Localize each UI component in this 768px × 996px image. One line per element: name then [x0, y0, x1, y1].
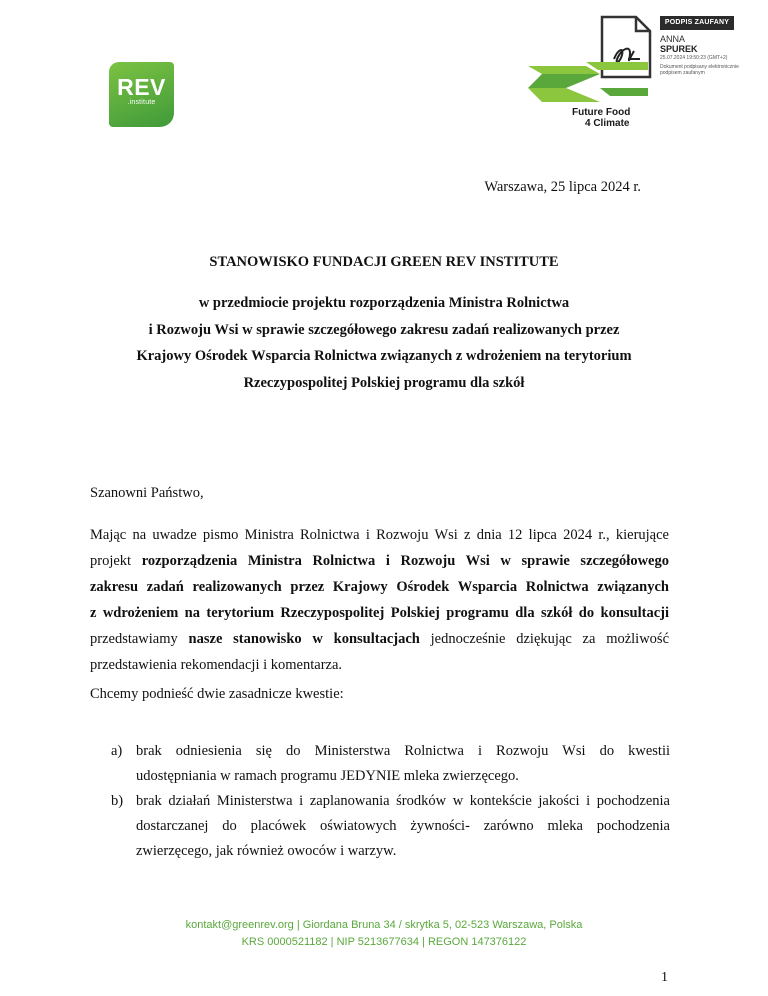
paragraph-line — [90, 574, 669, 600]
paragraph-bold-text: zakresu zadań realizowanych przez Krajowy Ośrodek Wsparcia Rolnictwa związanych — [90, 579, 669, 595]
paragraph-bold-text: z wdrożeniem na terytorium Rzeczypospolitej Polskiej programu dla szkół do konsultacji — [90, 605, 669, 621]
issues-list — [111, 739, 670, 864]
list-item-line: brak odniesienia się do Ministerstwa Rolnictwa i Rozwoju Wsi do kwestii — [136, 743, 670, 759]
subject-line: w przedmiocie projektu rozporządzenia Ministra Rolnictwa — [198, 295, 570, 311]
signature-timestamp: 25.07.2024 19:50:23 (GMT+2) — [660, 55, 728, 61]
greeting: Szanowni Państwo, — [90, 485, 204, 501]
signer-last-name: SPUREK — [660, 44, 698, 54]
paragraph-line: Mając na uwadze pismo Ministra Rolnictwa i Rozwoju Wsi z dnia 12 lipca 2024 r., kierujące — [90, 527, 669, 543]
issues-intro: Chcemy podnieść dwie zasadnicze kwestie: — [90, 686, 344, 702]
signature-note: Dokument podpisany elektronicznie podpisem zaufanym — [660, 64, 739, 76]
document-title: STANOWISKO FUNDACJI GREEN REV INSTITUTE — [209, 254, 559, 270]
green-rev-logo — [109, 62, 174, 127]
document-subject — [60, 290, 708, 396]
list-item-line: zwierzęcego, jak również owoców i warzyw. — [136, 843, 397, 859]
list-item-line: udostępniania w ramach programu JEDYNIE mleka zwierzęcego. — [136, 768, 519, 784]
subject-line: i Rozwoju Wsi w sprawie szczegółowego zakresu zadań realizowanych przez — [148, 321, 620, 338]
list-item-line: brak działań Ministerstwa i zaplanowania środków w kontekście jakości i pochodzenia — [136, 793, 670, 809]
paragraph-bold-text: nasze stanowisko w konsultacjach — [188, 631, 420, 647]
paragraph-line — [90, 548, 669, 574]
paragraph-text: przedstawiamy — [90, 631, 189, 647]
main-paragraph — [90, 522, 669, 678]
footer-contact: kontakt@greenrev.org | Giordana Bruna 34 / skrytka 5, 02-523 Warszawa, Polska — [185, 919, 583, 931]
paragraph-bold-text: rozporządzenia Ministra Rolnictwa i Rozwoju Wsi w sprawie szczegółowego — [141, 553, 669, 569]
future-food-line-2: 4 Climate — [585, 118, 630, 129]
list-marker: a) — [111, 743, 123, 759]
document-date: Warszawa, 25 lipca 2024 r. — [484, 179, 641, 195]
future-food-line-1: Future Food — [572, 107, 631, 118]
paragraph-line: przedstawienia rekomendacji i komentarza. — [90, 657, 343, 673]
paragraph-text: jednocześnie dziękując za możliwość — [419, 631, 670, 647]
signer-first-name: ANNA — [660, 34, 686, 44]
footer-registry: KRS 0000521182 | NIP 5213677634 | REGON 147376122 — [241, 936, 527, 948]
subject-line: Krajowy Ośrodek Wsparcia Rolnictwa związanych z wdrożeniem na terytorium — [136, 348, 632, 364]
page-footer — [0, 917, 768, 951]
paragraph-line — [90, 626, 669, 652]
paragraph-line — [90, 600, 669, 626]
list-item-line: dostarczanej do placówek oświatowych żywności- zarówno mleka pochodzenia — [136, 818, 670, 834]
trusted-signature-badge: PODPIS ZAUFANY — [660, 16, 734, 30]
list-item — [111, 789, 670, 864]
page-number: 1 — [661, 970, 668, 985]
rev-logo-sub: .institute — [127, 99, 156, 106]
subject-line: Rzeczypospolitej Polskiej programu dla szkół — [243, 374, 525, 391]
future-food-logo-text — [572, 107, 630, 129]
rev-logo-word: REV — [117, 74, 166, 100]
future-food-logo-mark — [528, 62, 648, 108]
list-marker: b) — [111, 793, 124, 809]
paragraph-text: projekt — [90, 553, 142, 569]
list-item — [111, 739, 670, 789]
